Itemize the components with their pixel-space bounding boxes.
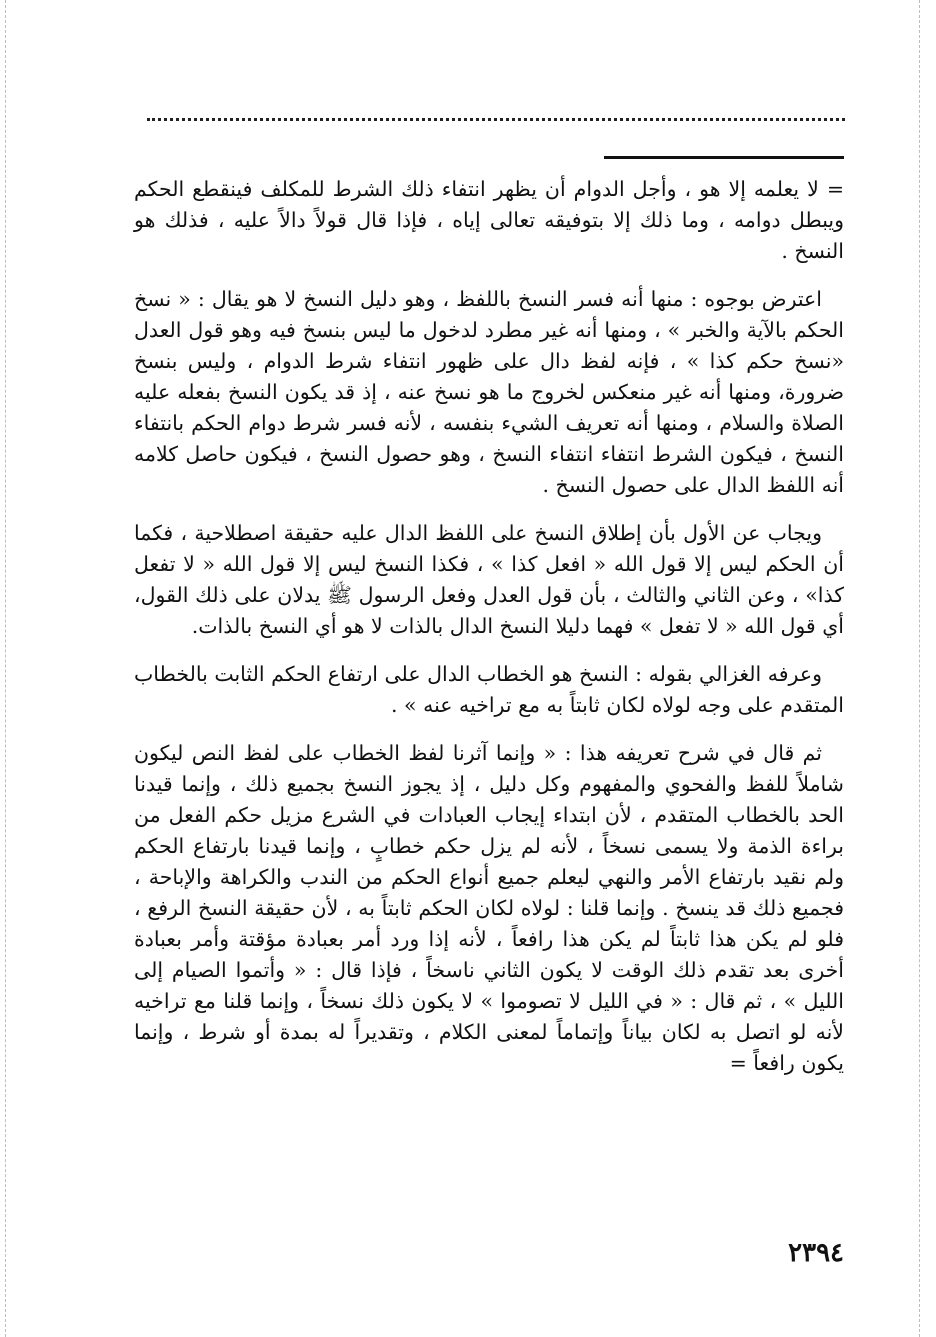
scan-margin-right (919, 0, 920, 1337)
paragraph-2: اعترض بوجوه : منها أنه فسر النسخ باللفظ ، وهو دليل النسخ لا هو يقال : « نسخ الحكم بالآية والخبر » ، ومنها أنه غير مطرد لدخول ما ليس بنسخ فيه وهو قول العدل «نسخ حكم كذا » ، فإنه لفظ دال على ظهور انتفاء شرط الدوام ، وليس بنسخ ضرورة، ومنها أنه غير منعكس لخروج ما هو نسخ عنه ، إذ قد يكون النسخ بفعله عليه الصلاة والسلام ، ومنها أنه تعريف الشيء بنفسه ، لأنه فسر شرط دوام الحكم بانتفاء النسخ ، فيكون الشرط انتفاء انتفاء النسخ ، وهو حصول النسخ ، فيكون حاصل كلامه أنه اللفظ الدال على حصول النسخ . (134, 287, 844, 497)
footnote-separator-rule (604, 156, 844, 159)
scan-margin-left (5, 0, 6, 1337)
paragraph-5: ثم قال في شرح تعريفه هذا : « وإنما آثرنا لفظ الخطاب على لفظ النص ليكون شاملاً للفظ والفحوي والمفهوم وكل دليل ، إذ يجوز النسخ بجميع ذلك ، وإنما قيدنا الحد بالخطاب المتقدم ، لأن ابتداء إيجاب العبادات في الشرع مزيل حكم الفعل من براءة الذمة ولا يسمى نسخاً ، لأنه لم يزل حكم خطابٍ ، وإنما قيدنا بارتفاع الحكم ولم نقيد بارتفاع الأمر والنهي ليعلم جميع أنواع الحكم من الندب والكراهة والإباحة ، فجميع ذلك قد ينسخ . وإنما قلنا : لولاه لكان الحكم ثابتاً به ، لأن حقيقة النسخ الرفع ، فلو لم يكن هذا ثابتاً لم يكن هذا رافعاً ، لأنه إذا ورد أمر بعبادة مؤقتة وأمر بعبادة أخرى بعد تقدم ذلك الوقت لا يكون الثاني ناسخاً ، فإذا قال : « وأتموا الصيام إلى الليل » ، ثم قال : « في الليل لا تصوموا » لا يكون ذلك نسخاً ، وإنما قلنا مع تراخيه لأنه لو اتصل به لكان بياناً وإتماماً لمعنى الكلام ، وتقديراً له بمدة أو شرط ، وإنما يكون رافعاً = (134, 741, 844, 1075)
paragraph-1: = لا يعلمه إلا هو ، وأجل الدوام أن يظهر انتفاء ذلك الشرط للمكلف فينقطع الحكم ويبطل دوامه ، وما ذلك إلا بتوفيقه تعالى إياه ، فإذا قال قولاً دالاً عليه ، فذلك هو النسخ . (134, 177, 844, 263)
page-body-text (134, 174, 844, 1096)
header-dotted-rule (147, 118, 845, 121)
paragraph-4: وعرفه الغزالي بقوله : النسخ هو الخطاب الدال على ارتفاع الحكم الثابت بالخطاب المتقدم على وجه لولاه لكان ثابتاً به مع تراخيه عنه » . (134, 662, 844, 717)
page-number: ٢٣٩٤ (788, 1238, 844, 1268)
paragraph-3: ويجاب عن الأول بأن إطلاق النسخ على اللفظ الدال عليه حقيقة اصطلاحية ، فكما أن الحكم ليس إلا قول الله « افعل كذا » ، فكذا النسخ ليس إلا قول الله « لا تفعل كذا» ، وعن الثاني والثالث ، بأن قول العدل وفعل الرسول ﷺ يدلان على ذلك القول، أي قول الله « لا تفعل » فهما دليلا النسخ الدال بالذات لا هو أي النسخ بالذات. (134, 521, 844, 638)
